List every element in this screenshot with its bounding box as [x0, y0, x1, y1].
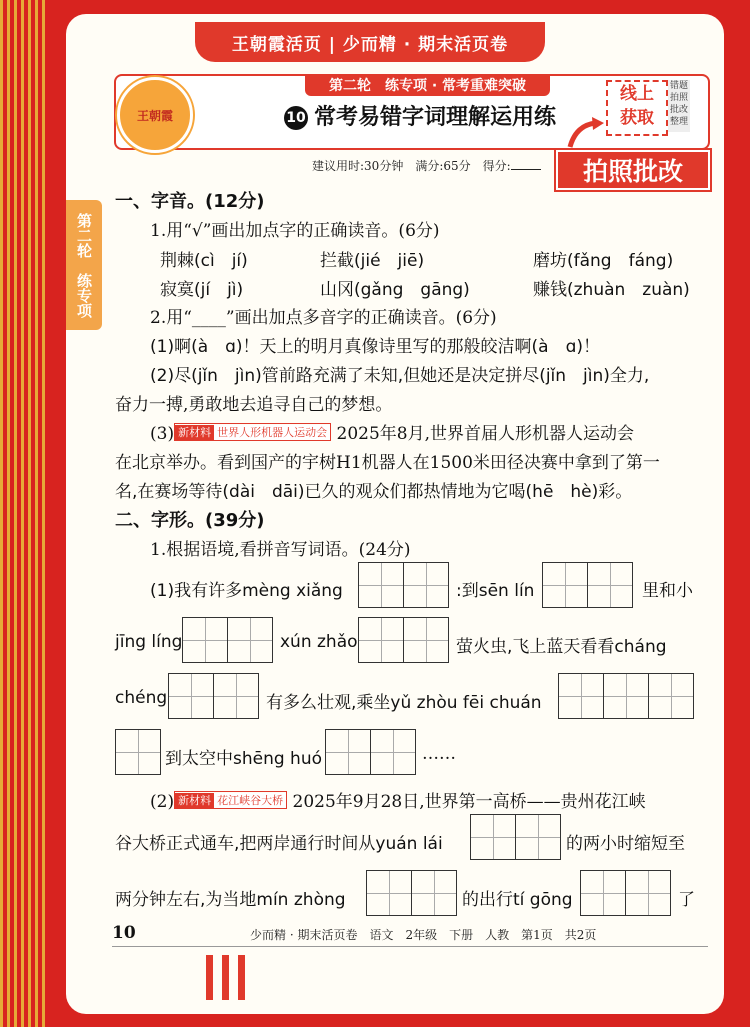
answer-box[interactable]: [115, 729, 161, 775]
meta-text: 建议用时:30分钟 满分:65分 得分:: [312, 159, 511, 173]
p1-text-d1: 到太空中shēng huó: [165, 749, 323, 769]
online-line2: 获取: [620, 108, 654, 128]
time-score-info: [312, 157, 541, 174]
p1-text-a2: :到sēn lín: [456, 581, 535, 601]
title-text: 常考易错字词理解运用练: [314, 105, 557, 130]
p1-text-a3: 里和小: [642, 581, 693, 601]
footer-info: 少而精 · 期末活页卷 语文 2年级 下册 人教 第1页 共2页: [250, 928, 597, 942]
s3-prefix: (3): [150, 424, 175, 444]
tag-topic: 花江峡谷大桥: [214, 793, 286, 808]
photo-grading-button[interactable]: 拍照批改: [556, 150, 710, 190]
online-access-badge[interactable]: [606, 80, 668, 136]
answer-box[interactable]: [470, 814, 561, 860]
error-correction-label: 错题拍照批改整理: [668, 80, 690, 132]
question1: 1.用“√”画出加点字的正确读音。(6分): [150, 221, 440, 241]
sentence-3c[interactable]: 名,在赛场等待(dài dāi)已久的观众们都热情地为它喝(hē hè)彩。: [115, 482, 633, 502]
decorative-bars: [206, 955, 254, 1004]
answer-box[interactable]: [182, 617, 273, 663]
sentence-3a: [150, 419, 634, 444]
tag-topic: 世界人形机器人运动会: [214, 425, 330, 440]
tag-label: 新材料: [175, 425, 214, 440]
s2-question1: 1.根据语境,看拼音写词语。(24分): [150, 540, 411, 560]
p2-text-c3: 了: [678, 890, 695, 910]
section2-heading: 二、字形。(39分): [115, 510, 265, 531]
arrow-icon: [566, 115, 606, 151]
answer-box[interactable]: [542, 562, 633, 608]
sentence-2b: 奋力一搏,勇敢地去追寻自己的梦想。: [115, 395, 393, 415]
p2-text-c2: 的出行tí gōng: [462, 890, 573, 910]
tag-label: 新材料: [175, 793, 214, 808]
p1-text-c1: chéng: [115, 688, 168, 708]
answer-box[interactable]: [168, 673, 259, 719]
brand-logo: [117, 77, 193, 153]
exercise-number: 10: [284, 106, 308, 130]
pinyin-item[interactable]: 磨坊(fǎng fáng): [533, 251, 674, 271]
logo-text: 王朝霞: [136, 108, 173, 123]
p1-text-c2: 有多么壮观,乘坐yǔ zhòu fēi chuán: [266, 693, 542, 713]
pinyin-item[interactable]: 赚钱(zhuàn zuàn): [533, 280, 690, 300]
p1-text-b2: xún zhǎo: [280, 632, 358, 652]
p1-text-d2: ……: [422, 744, 456, 764]
answer-box[interactable]: [325, 729, 416, 775]
decorative-border: [0, 0, 48, 1027]
p2-line-a: [150, 787, 646, 812]
new-material-tag: [174, 423, 331, 441]
page-title: [284, 100, 556, 131]
p2-text-c1: 两分钟左右,为当地mín zhòng: [115, 890, 346, 910]
answer-box[interactable]: [580, 870, 671, 916]
footer-divider: [112, 946, 708, 947]
score-blank[interactable]: [511, 169, 541, 170]
answer-box[interactable]: [358, 617, 449, 663]
p2-prefix: (2): [150, 792, 175, 812]
online-line1: 线上: [620, 84, 654, 104]
pinyin-item[interactable]: 寂寞(jí jì): [160, 280, 244, 300]
sentence-1[interactable]: (1)啊(à ɑ)！天上的明月真像诗里写的那般皎洁啊(à ɑ)！: [150, 337, 601, 357]
series-banner: 王朝霞活页 | 少而精 · 期末活页卷: [195, 22, 545, 62]
pinyin-item[interactable]: 拦截(jié jiē): [320, 251, 425, 271]
answer-box[interactable]: [558, 673, 694, 719]
answer-box[interactable]: [358, 562, 449, 608]
p1-text-b1: jīng líng: [115, 632, 183, 652]
round-subtitle: 第二轮 练专项 · 常考重难突破: [305, 74, 550, 96]
pinyin-item[interactable]: 荆棘(cì jí): [160, 251, 248, 271]
section1-heading: 一、字音。(12分): [115, 191, 265, 212]
sentence-3b: 在北京举办。看到国产的宇树H1机器人在1500米田径决赛中拿到了第一: [115, 453, 660, 473]
p2-text: 2025年9月28日,世界第一高桥——贵州花江峡: [292, 792, 646, 812]
p2-text-b1: 谷大桥正式通车,把两岸通行时间从yuán lái: [115, 834, 443, 854]
page-number: 10: [112, 923, 136, 943]
pinyin-item[interactable]: 山冈(gǎng gāng): [320, 280, 470, 300]
question2: 2.用“____”画出加点多音字的正确读音。(6分): [150, 308, 497, 328]
p1-text-b3: 萤火虫,飞上蓝天看看cháng: [456, 637, 667, 657]
sentence-2a[interactable]: (2)尽(jǐn jìn)管前路充满了未知,但她还是决定拼尽(jǐn jìn)全力,: [150, 366, 650, 386]
p2-text-b2: 的两小时缩短至: [566, 834, 685, 854]
answer-box[interactable]: [366, 870, 457, 916]
s3-text: 2025年8月,世界首届人形机器人运动会: [336, 424, 634, 444]
new-material-tag: [174, 791, 287, 809]
p1-text-a1: (1)我有许多mèng xiǎng: [150, 581, 343, 601]
side-tab: 第二轮 练专项: [66, 200, 102, 330]
